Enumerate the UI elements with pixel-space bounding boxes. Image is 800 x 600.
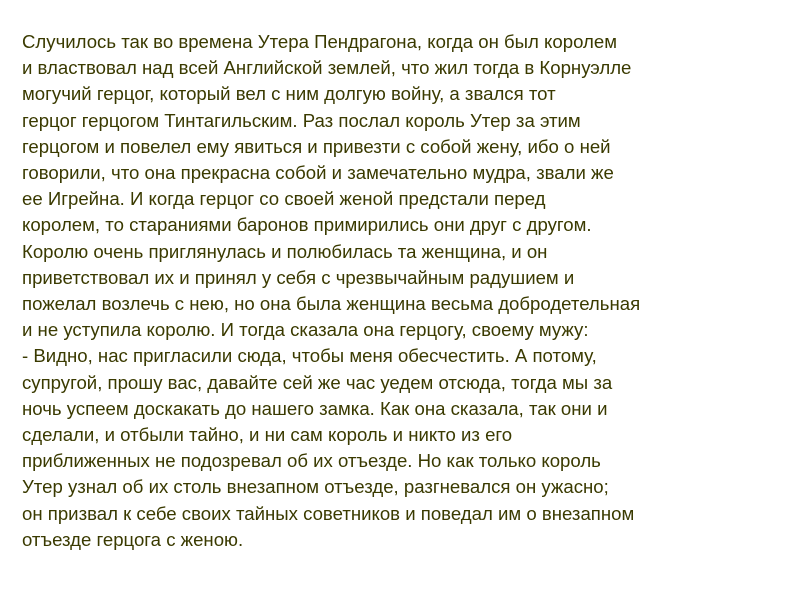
text-line-7: ее Игрейна. И когда герцог со своей женой предстали перед — [22, 188, 546, 210]
text-line-2: и властвовал над всей Английской землей, что жил тогда в Корнуэлле — [22, 57, 632, 79]
text-line-20: отъезде герцога с женою. — [22, 528, 244, 550]
text-line-11: пожелал возлечь с нею, но она была женщина весьма добродетельная — [22, 293, 641, 315]
text-line-5: герцогом и повелел ему явиться и привезти с собой жену, ибо о ней — [22, 135, 611, 157]
body-text — [22, 29, 774, 553]
text-line-19: он призвал к себе своих тайных советников и поведал им о внезапном — [22, 502, 635, 524]
text-line-16: сделали, и отбыли тайно, и ни сам король и никто из его — [22, 424, 513, 446]
text-line-15: ночь успеем доскакать до нашего замка. Как она сказала, так они и — [22, 397, 608, 419]
text-line-6: говорили, что она прекрасна собой и замечательно мудра, звали же — [22, 162, 614, 184]
text-line-3: могучий герцог, который вел с ним долгую войну, а звался тот — [22, 83, 556, 105]
text-line-10: приветствовал их и принял у себя с чрезвычайным радушием и — [22, 266, 575, 288]
text-line-14: супругой, прошу вас, давайте сей же час уедем отсюда, тогда мы за — [22, 371, 613, 393]
text-line-8: королем, то стараниями баронов примирились они друг с другом. — [22, 214, 592, 236]
text-line-12: и не уступила королю. И тогда сказала она герцогу, своему мужу: — [22, 319, 589, 341]
text-line-4: герцог герцогом Тинтагильским. Раз послал король Утер за этим — [22, 109, 581, 131]
text-line-13: - Видно, нас пригласили сюда, чтобы меня обесчестить. А потому, — [22, 345, 597, 367]
text-line-1: Случилось так во времена Утера Пендрагона, когда он был королем — [22, 31, 617, 52]
text-line-18: Утер узнал об их столь внезапном отъезде, разгневался он ужасно; — [22, 476, 609, 498]
text-line-17: приближенных не подозревал об их отъезде. Но как только король — [22, 450, 601, 472]
text-line-9: Королю очень приглянулась и полюбилась та женщина, и он — [22, 240, 548, 262]
